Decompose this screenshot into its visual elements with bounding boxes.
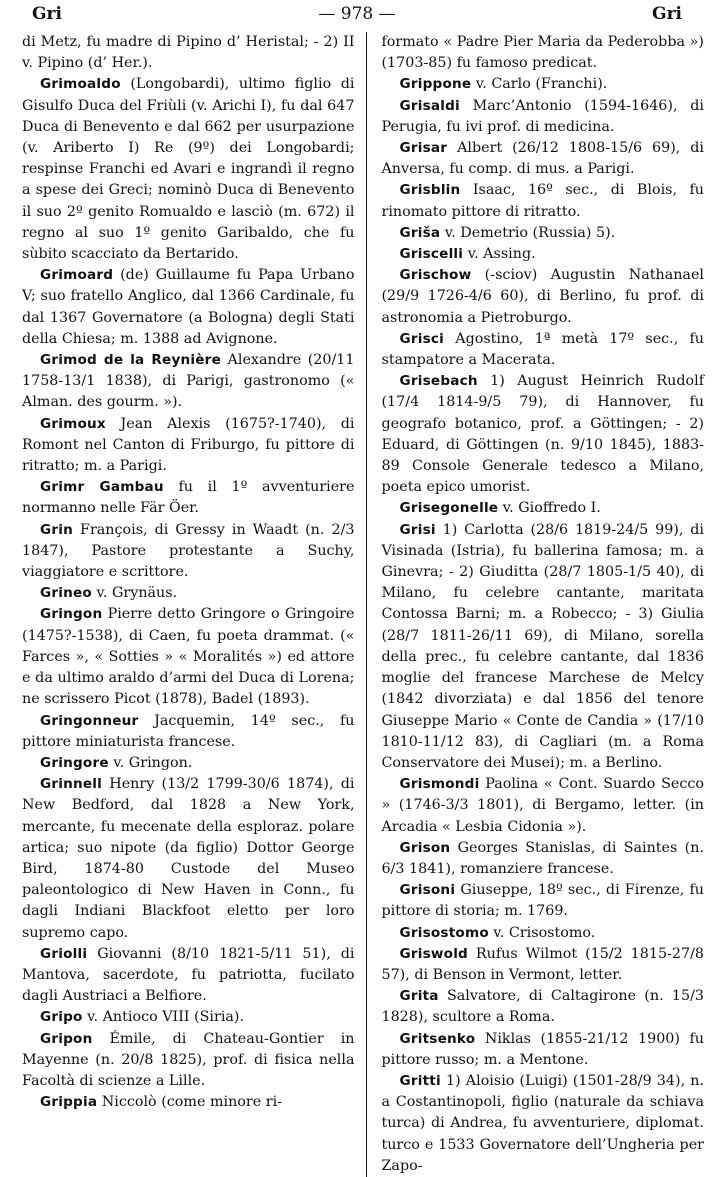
entry-text: (Longobardi), ultimo figlio di Gisulfo Duca del Friùli (v. Arichi I), fu dal 647 Duca di Benevento e dal 662 per usurpazione (v. Ariberto I) Re (9º) dei Longobardi; respinse Franchi ed Avari e ingrandì il regno a spese dei Greci; nominò Duca di Benevento il suo 2º genito Romualdo e lasciò (m. 672) il regno al suo 1º genito Garibaldo, che fu sùbito scacciato da Bertarido. (22, 76, 355, 263)
dictionary-entry (22, 944, 354, 1008)
entry-text: Henry (13/2 1799-30/6 1874), di New Bedford, dal 1828 a New York, mercante, fu mecenate della esploraz. polare artica; suo nipote (da figlio) Dottor George Bird, 1874-80 Custode del Museo paleontologico di New Haven in Conn., fu dagli Indiani Blackfoot eletto per loro supremo capo. (22, 776, 355, 941)
entry-headword: Gringon (40, 606, 103, 623)
dictionary-entry (381, 329, 704, 371)
entry-headword: Grismondi (399, 776, 480, 793)
entry-text: Giovanni (8/10 1821-5/11 51), di Mantova, sacerdote, fu patriotta, fucilato dagli Austriaci a Belfiore. (22, 945, 355, 1005)
entry-text: v. Carlo (Franchi). (471, 76, 608, 93)
dictionary-entry (381, 944, 704, 986)
entry-text: 1) Aloisio (Luigi) (1501-28/9 34), n. a Costantinopoli, figlio (naturale da schiava turca) di Andrea, fu avventuriere, diplomat. turco e 1533 Governatore dell’Ungheria per Zapo- (381, 1072, 704, 1174)
entry-text: Albert (26/12 1808-15/6 69), di Anversa, fu comp. di mus. a Parigi. (381, 140, 704, 178)
entry-headword: Grisegonelle (399, 500, 499, 517)
entry-text: Giuseppe, 18º sec., di Firenze, fu pittore di storia; m. 1769. (381, 882, 704, 920)
entry-text: fu il 1º avventuriere normanno nelle Fär Öer. (22, 479, 355, 517)
entry-headword: Grisi (399, 521, 436, 538)
dictionary-entry (381, 244, 704, 265)
entry-headword: Grisar (399, 140, 448, 157)
entry-text: 1) Carlotta (28/6 1819-24/5 99), di Visinada (Istria), fu ballerina famosa; m. a Ginevra; - 2) Giuditta (28/7 1805-1/5 40), di Milano, fu celebre cantante, maritata Contossa Barni; m. a Robecco; - 3) Giulia (28/7 1811-26/11 69), di Milano, sorella della prec., fu celebre cantante, dal 1836 moglie del francese Marchese de Melcy (1842 divorziata) e dal 1856 del tenore Giuseppe Mario « Conte de Candia » (17/10 1810-11/12 83), di Cagliari (m. a Roma Conservatore dei Musei); m. a Berlino. (381, 521, 704, 771)
entry-headword: Grimoard (40, 267, 114, 284)
entry-text: Pierre detto Gringore o Gringoire (1475?-1538), di Caen, fu poeta drammat. (« Farces », « Sotties » « Moralités ») ed attore e da ultimo araldo d’armi del Duca di Lorena; ne scrissero Picot (1878), Badel (1893). (22, 606, 355, 708)
entry-headword: Gripo (40, 1009, 83, 1026)
entry-text: Rufus Wilmot (15/2 1815-27/8 57), di Benson in Vermont, letter. (381, 945, 704, 983)
entry-text: Émile, di Chateau-Gontier in Mayenne (n. 20/8 1825), prof. di fisica nella Facoltà di scienze a Lille. (22, 1030, 355, 1089)
entry-headword: Grippone (399, 76, 472, 93)
dictionary-entry (22, 753, 354, 774)
dictionary-entry (381, 265, 704, 329)
entry-headword: Grison (399, 839, 451, 856)
dictionary-entry (22, 414, 354, 478)
entry-headword: Gritsenko (399, 1030, 476, 1047)
entry-headword: Griša (399, 224, 441, 241)
dictionary-entry (381, 371, 704, 498)
entry-headword: Grisostomo (399, 924, 489, 941)
dictionary-entry (381, 880, 704, 922)
entry-text: Isaac, 16º sec., di Blois, fu rinomato pittore di ritratto. (381, 182, 704, 220)
entry-text: Niccolò (come minore ri- (97, 1094, 282, 1111)
dictionary-entry (381, 986, 704, 1028)
dictionary-entry (381, 223, 704, 244)
left-column (22, 32, 367, 1177)
dictionary-entry (381, 96, 704, 138)
dictionary-entry (22, 1007, 354, 1028)
entry-headword: Gritti (399, 1072, 441, 1089)
header-left-guideword: Gri (32, 4, 62, 24)
dictionary-entry (381, 520, 704, 774)
entry-text: Marc’Antonio (1594-1646), di Perugia, fu ivi prof. di medicina. (381, 97, 704, 135)
dictionary-entry (22, 350, 354, 414)
dictionary-entry (381, 32, 704, 74)
dictionary-entry (381, 74, 704, 95)
entry-text: François, di Gressy in Waadt (n. 2/3 1847), Pastore protestante a Suchy, viaggiatore e scrittore. (22, 521, 355, 581)
entry-text: di Metz, fu madre di Pipino d’ Heristal; - 2) II v. Pipino (d’ Her.). (22, 34, 355, 72)
entry-text: Paolina « Cont. Suardo Secco » (1746-3/3 1801), di Bergamo, letter. (in Arcadia « Lesbia Cidonia »). (381, 776, 704, 835)
entry-text: Alexandre (20/11 1758-13/1 1838), di Parigi, gastronomo (« Alman. des gourm. »). (22, 352, 355, 411)
right-column (381, 32, 704, 1177)
entry-headword: Grisaldi (399, 97, 460, 114)
entry-text: v. Antioco VIII (Siria). (82, 1009, 245, 1026)
entry-headword: Gripon (40, 1030, 93, 1047)
dictionary-entry (22, 1092, 354, 1113)
entry-headword: Grimod de la Reynière (40, 352, 221, 369)
entry-headword: Grischow (399, 267, 472, 284)
entry-headword: Grimoux (40, 415, 106, 432)
dictionary-entry (22, 774, 354, 944)
dictionary-entry (22, 583, 354, 604)
entry-text: (-sciov) Augustin Nathanael (29/9 1726-4/6 60), di Berlino, fu prof. di astronomia a Pietroburgo. (381, 267, 704, 326)
header-right-guideword: Gri (652, 4, 682, 24)
entry-text: v. Demetrio (Russia) 5). (440, 224, 616, 241)
dictionary-entry (22, 1029, 354, 1093)
entry-text: v. Assing. (463, 246, 536, 263)
entry-headword: Grisci (399, 330, 445, 347)
entry-headword: Grin (40, 521, 73, 538)
dictionary-entry (22, 74, 354, 265)
dictionary-entry (22, 32, 354, 74)
entry-headword: Grita (399, 988, 439, 1005)
dictionary-entry (381, 838, 704, 880)
entry-text: v. Gringon. (108, 754, 193, 771)
entry-text: 1) August Heinrich Rudolf (17/4 1814-9/5 79), di Hannover, fu geografo botanico, prof. a Göttingen; - 2) Eduard, di Göttingen (n. 9/10 1845), 1883-89 Console Generale tedesco a Milano, poeta epico umorist. (381, 373, 704, 496)
entry-headword: Gringonneur (40, 712, 139, 729)
dictionary-entry (22, 265, 354, 350)
running-header (22, 4, 704, 30)
dictionary-entry (381, 1029, 704, 1071)
entry-headword: Griolli (40, 945, 88, 962)
entry-headword: Grimr Gambau (40, 479, 164, 496)
entry-headword: Grisebach (399, 373, 478, 390)
entry-text: v. Gioffredo I. (498, 500, 601, 517)
entry-text: formato « Padre Pier Maria da Pederobba ») (1703-85) fu famoso predicat. (381, 34, 704, 72)
dictionary-entry (381, 774, 704, 838)
dictionary-entry (381, 180, 704, 222)
entry-headword: Grippia (40, 1094, 98, 1111)
entry-text: Agostino, 1ª metà 17º sec., fu stampatore a Macerata. (381, 330, 704, 369)
entry-headword: Grimoaldo (40, 76, 121, 93)
entry-headword: Gringore (40, 754, 109, 771)
entry-text: (de) Guillaume fu Papa Urbano V; suo fratello Anglico, dal 1366 Cardinale, fu dal 1367 Governatore (a Bologna) degli Stati della Chiesa; m. 1388 ad Avignone. (22, 267, 355, 347)
entry-headword: Grisoni (399, 882, 456, 899)
entry-headword: Grisblin (399, 182, 461, 199)
entry-text: Georges Stanislas, di Saintes (n. 6/3 1841), romanziere francese. (381, 839, 704, 877)
page-number: — 978 — (318, 4, 396, 24)
entry-text: Niklas (1855-21/12 1900) fu pittore russo; m. a Mentone. (381, 1030, 704, 1068)
dictionary-entry (22, 477, 354, 519)
dictionary-entry (381, 498, 704, 519)
dictionary-entry (381, 138, 704, 180)
entry-text: v. Crisostomo. (488, 924, 596, 941)
dictionary-entry (381, 923, 704, 944)
entry-headword: Grinnell (40, 776, 103, 793)
text-columns (22, 32, 704, 1177)
entry-text: Jean Alexis (1675?-1740), di Romont nel Canton di Friburgo, fu pittore di ritratto; m. a Parigi. (22, 415, 355, 475)
entry-text: v. Grynäus. (91, 585, 178, 602)
entry-text: Jacquemin, 14º sec., fu pittore miniaturista francese. (22, 712, 355, 750)
dictionary-entry (22, 711, 354, 753)
entry-headword: Griscelli (399, 246, 464, 263)
entry-text: Salvatore, di Caltagirone (n. 15/3 1828), scultore a Roma. (381, 988, 704, 1026)
entry-headword: Griswold (399, 945, 468, 962)
dictionary-entry (381, 1071, 704, 1177)
dictionary-entry (22, 604, 354, 710)
dictionary-entry (22, 520, 354, 584)
entry-headword: Grineo (40, 585, 92, 602)
